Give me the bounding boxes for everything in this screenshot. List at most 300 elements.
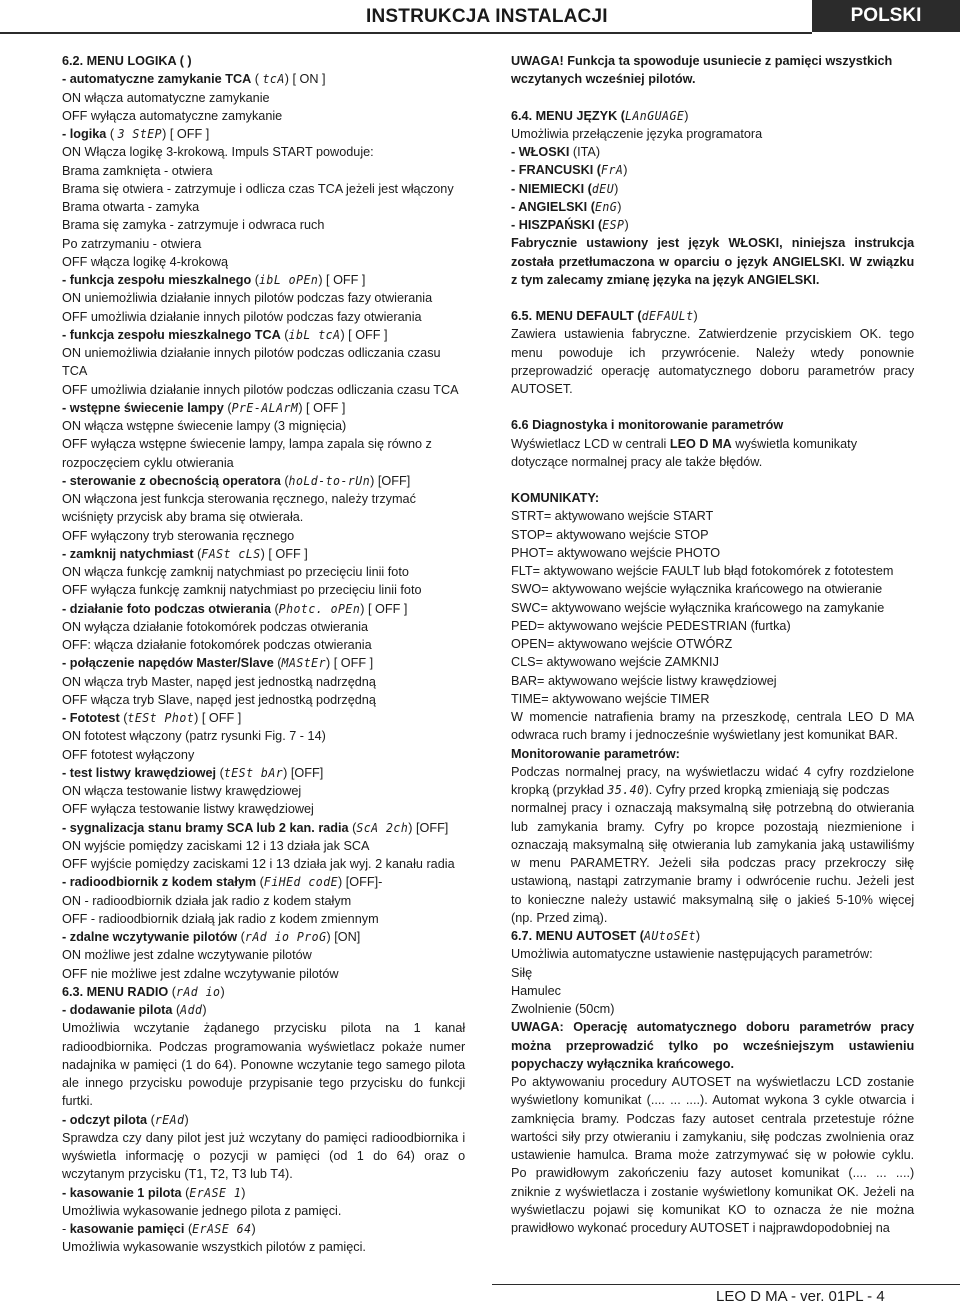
text-segment: AUTOSET. [511,381,573,396]
lcd-code: dEU [591,181,615,196]
language-badge: POLSKI [812,0,960,32]
text-segment: ) [ OFF ] [260,545,308,561]
text-segment: SWO= aktywowano wejście wyłącznika krańcowego na otwieranie [511,581,883,597]
text-line [511,745,914,763]
text-segment: ) [ OFF ] [326,655,374,671]
bold-text: - działanie foto podczas otwierania [62,600,271,616]
text-segment: Hamulec [511,982,561,998]
text-segment: BAR= aktywowano wejście listwy krawędziowej [511,672,777,688]
text-segment: (np. Przed zimą). [511,909,608,925]
text-line [511,526,914,544]
text-line [511,1000,914,1018]
lcd-code: LAnGUAGE [624,108,685,123]
text-line [62,819,465,837]
right-column [511,52,914,1237]
text-line [62,618,465,636]
text-segment: ON włączona jest funkcja sterowania ręcznego, należy trzymać [62,491,416,506]
text-segment: ustawioną, nastąpi zatrzymanie bramy i odwrócenie ruchu. Jeżeli jest [511,873,915,889]
text-line [511,708,914,726]
text-segment: lub zamykania bramy. Cyfry po kropce pozostają niezmienione i [511,818,915,834]
text-segment: w menu PARAMETRY. Jeżeli siła podczas pracy przekroczy siłę [511,855,915,870]
lcd-code: 3 StEP [117,127,163,141]
text-line [62,253,465,271]
text-segment: ) [ OFF ] [340,326,388,342]
text-segment: Umożliwia wykasowanie wszystkich pilotów z pamięci. [62,1239,366,1255]
text-line [511,891,914,909]
text-line [511,909,914,927]
text-line [511,544,914,562]
text-line [62,1184,465,1202]
text-segment: menu powoduje ich przywrócenie. Należy wtedy ponownie [511,344,915,360]
text-segment: dotyczące normalnej pracy ale także błędów. [511,453,763,469]
blank-line [511,89,914,107]
text-line [62,746,465,764]
text-segment: wyświetlaczu pojawi się komunikat KO to oznacza że nie można [511,1201,915,1217]
text-segment: ) [684,107,689,123]
lcd-code: rAd io ProG [244,930,327,944]
bold-text: - funkcja zespołu mieszkalnego [62,272,252,287]
text-segment: ) [220,983,225,999]
lcd-code: rAd io [175,984,221,999]
text-segment: ) [617,198,622,214]
text-line [511,818,914,836]
text-segment: TCA [62,363,88,379]
text-segment: OFF wyłącza testowanie listwy krawędziowej [62,801,314,817]
text-segment: Po prawidłowym zakończeniu fazy autoset komunikat (.... ... ....) [511,1165,915,1181]
text-segment: wciśnięty przycisk aby brama się otwierała. [62,509,304,525]
text-segment: ) [623,162,628,178]
bold-text: - NIEMIECKI ( [511,180,592,196]
text-segment: ) [184,1111,189,1127]
text-segment: ) [202,1002,207,1017]
text-line [62,837,465,855]
text-segment: - [62,1221,70,1236]
text-line [511,617,914,635]
text-segment: Brama otwarta - zamyka [62,199,200,214]
bold-text: z tym zalecamy zmianę języka na język ANGIELSKI. [511,271,820,287]
text-segment: kropką (przykład [511,782,608,797]
text-segment: Po zatrzymaniu - otwiera [62,235,202,251]
bold-text: UWAGA: Operację automatycznego doboru parametrów pracy [511,1019,915,1035]
text-line [62,600,465,618]
text-line [511,635,914,653]
bold-text: UWAGA! Funkcja ta spowoduje usuniecie z pamięci wszystkich [511,53,893,68]
text-segment: OFF wyłącza funkcję zamknij natychmiast po przecięciu linii foto [62,582,422,598]
text-segment: STOP= aktywowano wejście STOP [511,526,709,542]
bold-text: 6.5. MENU DEFAULT ( [511,308,642,323]
bold-text: - sterowanie z obecnością operatora [62,472,281,488]
bold-text: 6.4. MENU JĘZYK ( [511,107,625,123]
text-segment: OFF - radioodbiornik działą jak radio z kodem zmiennym [62,910,379,926]
bold-text: - kasowanie 1 pilota [62,1184,182,1200]
text-segment: ale innego przycisku powoduje przypisanie tego przycisku do funkcji [62,1075,466,1090]
text-line [62,381,465,399]
text-segment: ) [ OFF ] [360,600,408,616]
lcd-code: tESt Phot [127,711,195,725]
text-segment: Umożliwia automatyczne ustawienie następujących parametrów: [511,946,873,962]
text-line [62,143,465,161]
text-segment: prawidłowo wykonać procedury AUTOSET i najprawdopodobniej na [511,1220,890,1235]
text-segment: wyświetla komunikaty [731,435,858,451]
bold-text: Fabrycznie ustawiony jest język WŁOSKI, niniejsza instrukcja [511,235,915,251]
text-segment: to konieczne należy ustawić maksymalną siłę o jakieś 5-10% więcej [511,891,915,907]
lcd-code: dEFAULt [641,309,694,323]
text-segment: oznaczają maksymalną siłę otwierania lub zamykania jaką ustawiliśmy [511,836,915,852]
text-segment: wyświetla informację o pozycji w pamięci (od 1 do 64) oraz o [62,1148,466,1163]
bold-text: - wstępne świecenie lampy [62,399,224,415]
lcd-code: FiHEd codE [263,875,339,890]
text-segment: wartości siły przy otwieraniu i zamykaniu, siłę podczas zwolnienia oraz [511,1128,915,1144]
text-segment: PED= aktywowano wejście PEDESTRIAN (furtka) [511,617,791,633]
text-line [62,435,465,453]
text-line [511,344,914,362]
text-line [511,982,914,1000]
bold-text: - sygnalizacja stanu bramy SCA lub 2 kan. radia [62,819,349,835]
text-line [62,581,465,599]
text-line [511,161,914,179]
text-line [511,1146,914,1164]
text-segment: PHOT= aktywowano wejście PHOTO [511,544,721,560]
bold-text: popychaczy wyłącznika krańcowego. [511,1055,735,1071]
text-line [62,983,465,1001]
text-line [62,472,465,490]
text-line [511,216,914,234]
lcd-code: tESt bAr [223,765,284,780]
text-segment: normalnej pracy i oznaczają maksymalną siłę potrzebną do otwierania [511,800,915,816]
bold-text: - zdalne wczytywanie pilotów [62,929,238,944]
text-line [511,416,914,434]
text-segment: ( [251,272,259,287]
text-line [511,1219,914,1237]
text-segment: CLS= aktywowano wejście ZAMKNIJ [511,654,719,670]
text-segment: odwraca ruch bramy i jednocześnie wyświetlany jest komunikat BAR. [511,727,898,743]
bold-text: - test listwy krawędziowej [62,764,217,780]
text-line [62,198,465,216]
text-line [62,344,465,362]
text-line [62,965,465,983]
text-segment: OFF włącza logikę 4-krokową [62,253,229,269]
text-line [511,380,914,398]
bold-text: - automatyczne zamykanie TCA [62,71,252,87]
header-rule [0,32,812,34]
text-segment: Sprawdza czy dany pilot jest już wczytany do pamięci radioodbiornika i [62,1129,466,1145]
text-segment: wczytanym przycisku (T1, T2, T3 lub T4). [62,1166,293,1182]
lcd-code: Photc. oPEn [278,601,361,616]
text-line [62,545,465,563]
lcd-code: tcA [262,72,285,87]
text-line [511,1018,914,1036]
text-segment: wyświetlony komunikat (.... ... ....). Automat wykona 3 cykle otwarcia i [511,1092,915,1108]
text-segment: ( [251,71,263,87]
text-segment: ( [237,929,245,944]
text-line [62,52,465,70]
text-segment: ( [168,983,176,999]
text-segment: ON uniemożliwia działanie innych pilotów podczas fazy otwierania [62,290,433,306]
text-segment: ) [OFF]- [338,874,383,890]
text-line [511,945,914,963]
text-segment: ) [251,1221,256,1236]
text-line [62,308,465,326]
bold-text: Monitorowanie parametrów: [511,745,680,761]
text-line [62,855,465,873]
bold-text: 6.6 Diagnostyka i monitorowanie parametrów [511,417,784,433]
bold-text: - WŁOSKI [511,144,570,159]
lcd-code: 35.40 [607,783,645,797]
text-line [62,873,465,891]
text-line [62,1220,465,1238]
text-segment: Zwolnienie (50cm) [511,1001,615,1016]
bold-text: - dodawanie pilota [62,1002,173,1017]
text-line [62,1165,465,1183]
text-segment: OPEN= aktywowano wejście OTWÓRZ [511,636,733,651]
text-segment: W momencie natrafienia bramy na przeszkodę, centrala LEO D MA [511,709,915,724]
text-segment: ( [280,472,289,488]
text-line [511,763,914,781]
text-segment: furtki. [62,1093,93,1109]
text-segment: Brama zamknięta - otwiera [62,162,213,178]
bold-text: 6.3. MENU RADIO [62,983,169,999]
text-segment: ON wyłącza działanie fotokomórek podczas otwierania [62,618,369,634]
text-segment: ON włącza tryb Master, napęd jest jednostką nadrzędną [62,673,376,689]
text-segment: ( [184,1221,193,1236]
text-segment: ( [273,655,282,671]
text-segment: ( [223,399,232,415]
text-segment: ( [270,600,279,616]
text-line [62,1202,465,1220]
text-segment: Umożliwia wczytanie żądanego przycisku pilota na 1 kanał [62,1020,466,1036]
text-segment: OFF: włącza działanie fotokomórek podczas otwierania [62,637,372,652]
text-line [62,508,465,526]
text-segment: Umożliwia przełączenie języka programatora [511,125,763,141]
text-segment: ) [OFF] [283,764,324,780]
bold-text: - HISZPAŃSKI ( [511,217,603,232]
text-segment: ON włącza testowanie listwy krawędziowej [62,783,302,798]
bold-text: - FRANCUSKI ( [511,162,602,178]
text-segment: OFF nie możliwe jest zdalne wczytywanie pilotów [62,965,339,981]
text-line [62,162,465,180]
text-segment: ON włącza funkcję zamknij natychmiast po przecięciu linii foto [62,564,409,579]
text-line [62,271,465,289]
text-segment: ) [695,928,701,943]
text-segment: ( [172,1002,181,1017]
text-line [62,216,465,234]
bold-text: można przeprowadzić tylko po wcześniejszym ustawieniu [511,1037,915,1053]
bold-text: - radioodbiornik z kodem stałym [62,874,257,890]
text-segment: ) [693,308,698,323]
text-line [62,1056,465,1074]
bold-text: 6.2. MENU LOGIKA ( ) [62,53,192,68]
text-line [511,1073,914,1091]
blank-line [511,289,914,307]
text-line [62,490,465,508]
text-segment: ) [ OFF ] [194,710,242,725]
bold-text: - zamknij natychmiast [62,545,194,561]
text-line [511,1183,914,1201]
bold-text: - odczyt pilota [62,1111,148,1127]
footer-rule [492,1284,960,1285]
text-segment: ON włącza automatyczne zamykanie [62,89,270,105]
text-line [511,362,914,380]
lcd-code: ScA 2ch [356,820,409,835]
header-title: INSTRUKCJA INSTALACJI [366,6,608,27]
text-line [62,1111,465,1129]
text-line [62,928,465,946]
text-segment: ( [193,545,202,561]
text-segment: OFF włącza tryb Slave, napęd jest jednostką podrzędną [62,691,376,707]
bold-text: została przetłumaczona w oparciu o język ANGIELSKI. W związku [511,253,915,269]
text-segment: ). Cyfry przed kropką zmieniają się podczas [644,782,890,797]
text-line [62,782,465,800]
text-segment: (ITA) [569,144,601,159]
text-line [62,1092,465,1110]
text-line [511,435,914,453]
text-line [62,125,465,143]
text-line [511,271,914,289]
lcd-code: ErASE 64 [192,1222,252,1236]
text-segment: Wyświetlacz LCD w centrali [511,435,670,451]
text-line [62,1238,465,1256]
text-line [62,107,465,125]
blank-line [511,471,914,489]
text-line [62,764,465,782]
text-line [62,654,465,672]
text-segment: ( [181,1184,190,1200]
bold-text: kasowanie pamięci [69,1221,185,1236]
text-line [511,1037,914,1055]
text-line [511,1128,914,1146]
text-segment: Umożliwia wykasowanie jednego pilota z pamięci. [62,1202,342,1218]
text-segment: OFF wyłącza wstępne świecenie lampy, lampa zapala się równo z [62,436,432,452]
text-line [62,673,465,691]
text-line [62,235,465,253]
text-line [511,143,914,161]
bold-text: wczytanych wcześniej pilotów. [511,71,696,87]
text-segment: nadajnika w pamięci (1 do 64). Ponowne wczytanie tego samego pilota [62,1056,466,1072]
text-segment: ON włącza wstępne świecenie lampy (3 mignięcia) [62,418,347,433]
text-segment: ) [OFF] [408,819,449,835]
text-line [511,672,914,690]
text-line [62,326,465,344]
lcd-code: ESP [602,218,625,232]
text-line [511,1055,914,1073]
text-line [62,417,465,435]
footer-text: LEO D MA - ver. 01PL - 4 [716,1288,885,1305]
text-segment: OFF fototest wyłączony [62,746,195,762]
text-line [511,964,914,982]
text-line [62,563,465,581]
text-line [511,198,914,216]
text-line [511,726,914,744]
text-segment: ( [147,1111,155,1127]
text-segment: przeprowadzić operację automatycznego doboru parametrów pracy [511,362,915,378]
text-segment: OFF umożliwia działanie innych pilotów podczas fazy otwierania [62,308,422,324]
lcd-code: FASt cLS [201,546,261,561]
text-line [511,836,914,854]
text-line [511,1201,914,1219]
text-segment: ON uniemożliwia działanie innych pilotów podczas odliczania czasu [62,345,441,360]
text-line [511,125,914,143]
lcd-code: FrA [601,163,624,178]
text-segment: Po aktywowaniu procedury AUTOSET na wyświetlaczu LCD zostanie [511,1074,915,1089]
text-segment: ( [280,326,289,342]
bold-text: - logika [62,126,107,141]
text-segment: ( [216,764,224,780]
text-line [62,892,465,910]
text-line [511,489,914,507]
text-segment: ON możliwe jest zdalne wczytywanie pilotów [62,947,312,963]
text-line [511,453,914,471]
text-segment: ) [ OFF ] [298,399,346,415]
text-segment: ) [241,1184,246,1200]
text-segment: ustawienie hamulca. Brama może zatrzymywać się w połowie cyklu. [511,1147,915,1162]
left-column [62,52,465,1257]
text-segment: ) [624,217,629,232]
text-segment: zamknięcia bramy. Podczas fazy autoset centrala przetestuje różne [511,1110,915,1126]
bold-text: - funkcja zespołu mieszkalnego TCA [62,326,281,342]
bold-text: KOMUNIKATY: [511,490,600,505]
text-line [62,454,465,472]
bold-text: - Fototest [62,710,120,725]
text-line [62,636,465,654]
bold-text: - ANGIELSKI ( [511,198,595,214]
text-line [62,910,465,928]
lcd-code: Add [180,1003,203,1017]
text-segment: Siłę [511,964,533,980]
text-segment: radioodbiornika. Podczas programowania wyświetlacz pokaże numer [62,1038,466,1054]
text-line [62,362,465,380]
lcd-code: hoLd-to-rUn [288,473,371,488]
text-segment: ON Włącza logikę 3-krokową. Impuls START powoduje: [62,144,374,160]
text-segment: TIME= aktywowano wejście TIMER [511,690,710,706]
lcd-code: MAStEr [281,656,327,671]
text-segment: ON fototest włączony (patrz rysunki Fig. 7 - 14) [62,728,326,744]
text-segment: ( [106,126,118,141]
text-line [511,599,914,617]
text-line [62,709,465,727]
text-segment: Zawiera ustawienia fabryczne. Zatwierdzenie przyciskiem OK. tego [511,326,915,342]
text-segment: ON - radioodbiornik działa jak radio z kodem stałym [62,892,352,908]
text-segment: zniknie z wyświetlacza i zostanie wyświetlony komunikat OK. Jeżeli na [511,1183,915,1199]
text-line [511,1110,914,1128]
text-line [62,89,465,107]
text-segment: SWC= aktywowano wejście wyłącznika krańcowego na zamykanie [511,599,885,615]
text-line [511,854,914,872]
text-line [511,107,914,125]
text-line [62,1147,465,1165]
text-segment: Podczas normalnej pracy, na wyświetlaczu widać 4 cyfry rozdzielone [511,763,915,779]
page-header [0,0,960,34]
lcd-code: EnG [594,199,618,214]
text-line [62,70,465,88]
text-segment: OFF wyłączony tryb sterowania ręcznego [62,527,295,543]
lcd-code: ibL oPEn [258,273,319,287]
text-line [62,289,465,307]
bold-text: 6.7. MENU AUTOSET ( [511,928,644,943]
text-segment: ( [256,874,264,890]
text-line [62,399,465,417]
text-segment: Brama się zamyka - zatrzymuje i odwraca ruch [62,217,325,233]
text-line [62,691,465,709]
text-segment: ) [ OFF ] [162,126,210,141]
text-segment: Brama się otwiera - zatrzymuje i odlicza czas TCA jeżeli jest włączony [62,180,454,196]
text-line [62,180,465,198]
bold-text: - połączenie napędów Master/Slave [62,655,274,671]
text-segment: ( [119,710,128,725]
text-segment: STRT= aktywowano wejście START [511,508,714,524]
text-segment: rozpoczęciem cyklu otwierania [62,454,234,470]
text-line [511,562,914,580]
text-line [511,507,914,525]
